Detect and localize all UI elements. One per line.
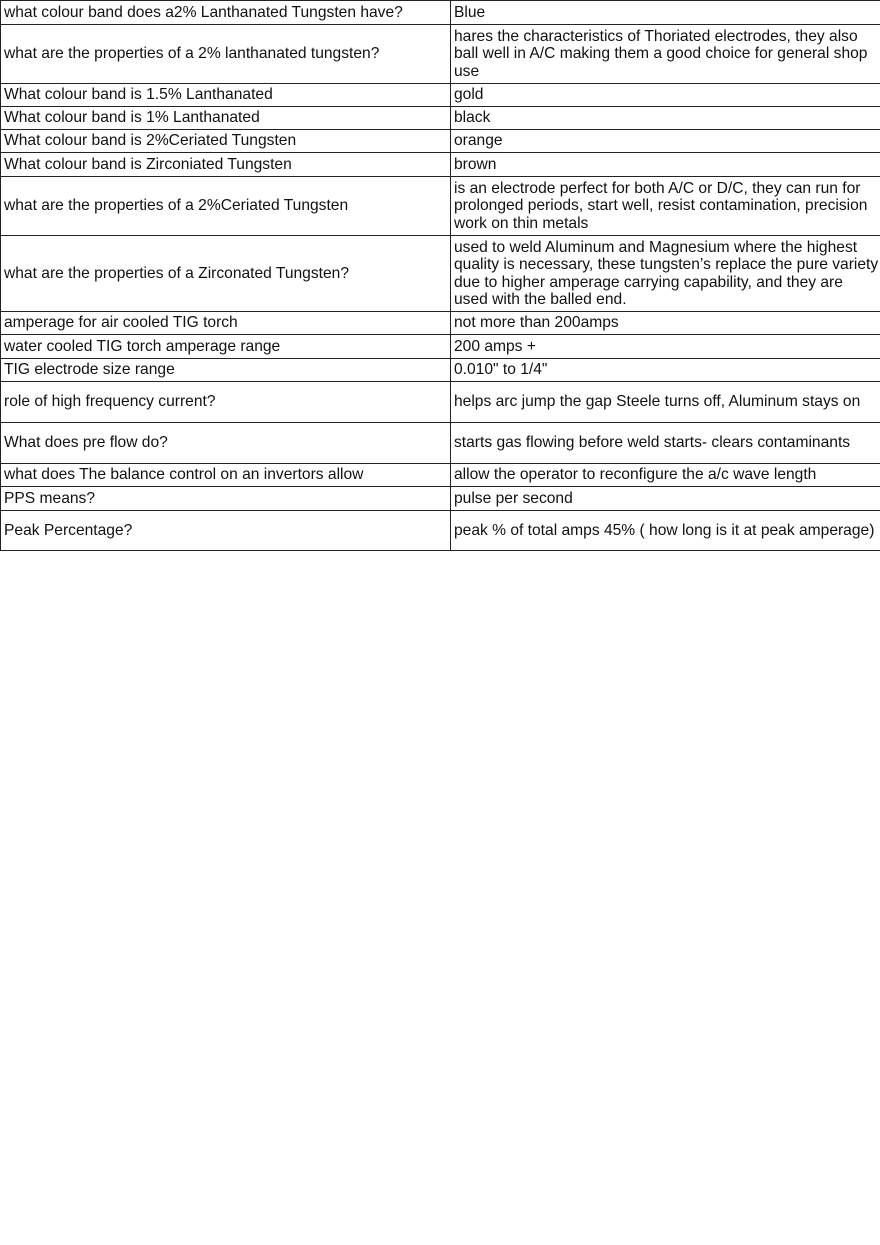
- question-cell: Peak Percentage?: [1, 511, 451, 551]
- table-row: [1, 423, 880, 464]
- answer-cell: orange: [451, 130, 880, 153]
- flashcard-table: [0, 0, 880, 551]
- question-cell: what colour band does a2% Lanthanated Tungsten have?: [1, 1, 451, 25]
- table-row: [1, 107, 880, 130]
- answer-cell: pulse per second: [451, 487, 880, 511]
- table-row: [1, 1, 880, 25]
- answer-cell: 200 amps +: [451, 335, 880, 359]
- table-row: [1, 130, 880, 153]
- table-row: [1, 382, 880, 423]
- table-row: [1, 153, 880, 177]
- table-row: [1, 84, 880, 107]
- question-cell: what does The balance control on an invertors allow: [1, 464, 451, 487]
- question-cell: TIG electrode size range: [1, 359, 451, 382]
- question-cell: What colour band is Zirconiated Tungsten: [1, 153, 451, 177]
- answer-cell: black: [451, 107, 880, 130]
- question-cell: What does pre flow do?: [1, 423, 451, 464]
- table-row: [1, 487, 880, 511]
- answer-cell: gold: [451, 84, 880, 107]
- question-cell: what are the properties of a 2%Ceriated Tungsten: [1, 177, 451, 236]
- question-cell: what are the properties of a 2% lanthanated tungsten?: [1, 25, 451, 84]
- table-row: [1, 25, 880, 84]
- answer-cell: starts gas flowing before weld starts- clears contaminants: [451, 423, 880, 464]
- answer-cell: helps arc jump the gap Steele turns off, Aluminum stays on: [451, 382, 880, 423]
- question-cell: What colour band is 1% Lanthanated: [1, 107, 451, 130]
- table-row: [1, 464, 880, 487]
- question-cell: What colour band is 1.5% Lanthanated: [1, 84, 451, 107]
- question-cell: PPS means?: [1, 487, 451, 511]
- table-body: [1, 1, 880, 551]
- answer-cell: allow the operator to reconfigure the a/c wave length: [451, 464, 880, 487]
- answer-cell: hares the characteristics of Thoriated electrodes, they also ball well in A/C making them a good choice for general shop use: [451, 25, 880, 84]
- question-cell: water cooled TIG torch amperage range: [1, 335, 451, 359]
- table-row: [1, 511, 880, 551]
- question-cell: role of high frequency current?: [1, 382, 451, 423]
- question-cell: What colour band is 2%Ceriated Tungsten: [1, 130, 451, 153]
- answer-cell: Blue: [451, 1, 880, 25]
- answer-cell: peak % of total amps 45% ( how long is it at peak amperage): [451, 511, 880, 551]
- table-row: [1, 177, 880, 236]
- table-row: [1, 359, 880, 382]
- answer-cell: brown: [451, 153, 880, 177]
- table-row: [1, 312, 880, 335]
- answer-cell: 0.010" to 1/4": [451, 359, 880, 382]
- table-row: [1, 335, 880, 359]
- question-cell: what are the properties of a Zirconated Tungsten?: [1, 236, 451, 312]
- answer-cell: not more than 200amps: [451, 312, 880, 335]
- table-row: [1, 236, 880, 312]
- question-cell: amperage for air cooled TIG torch: [1, 312, 451, 335]
- answer-cell: is an electrode perfect for both A/C or D/C, they can run for prolonged periods, start well, resist contamination, precision work on thin metals: [451, 177, 880, 236]
- answer-cell: used to weld Aluminum and Magnesium where the highest quality is necessary, these tungsten’s replace the pure variety due to higher amperage carrying capability, and they are used with the balled end.: [451, 236, 880, 312]
